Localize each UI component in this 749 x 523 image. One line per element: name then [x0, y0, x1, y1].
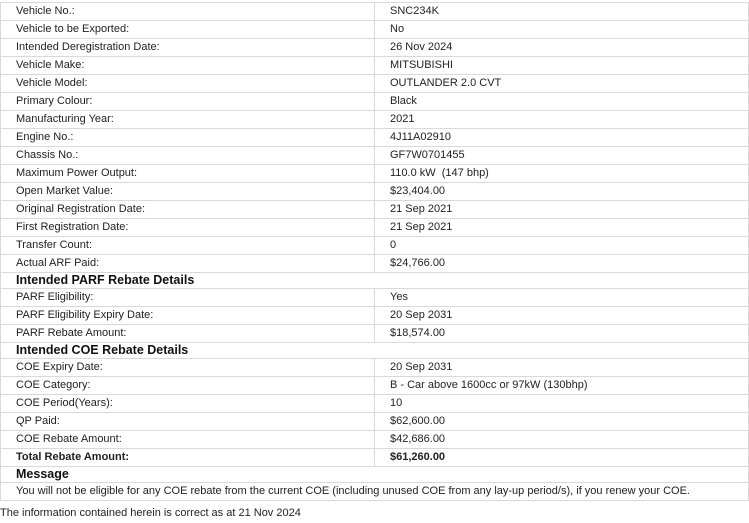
row-arf-paid	[1, 255, 749, 273]
value-qp-paid: $62,600.00	[375, 413, 749, 431]
label-vehicle-export: Vehicle to be Exported:	[1, 21, 375, 39]
message-text: You will not be eligible for any COE rebate from the current COE (including unused COE from any lay-up period/s), if you renew your COE.	[1, 483, 749, 501]
value-max-power: 110.0 kW (147 bhp)	[375, 165, 749, 183]
row-vehicle-export	[1, 21, 749, 39]
label-parf-expiry: PARF Eligibility Expiry Date:	[1, 307, 375, 325]
value-vehicle-export: No	[375, 21, 749, 39]
value-vehicle-model: OUTLANDER 2.0 CVT	[375, 75, 749, 93]
value-total-rebate: $61,260.00	[375, 449, 749, 467]
message-section-heading: Message	[1, 467, 749, 483]
label-primary-colour: Primary Colour:	[1, 93, 375, 111]
row-engine-no	[1, 129, 749, 147]
row-coe-category	[1, 377, 749, 395]
row-parf-eligibility	[1, 289, 749, 307]
row-coe-rebate	[1, 431, 749, 449]
value-engine-no: 4J11A02910	[375, 129, 749, 147]
value-original-reg-date: 21 Sep 2021	[375, 201, 749, 219]
label-coe-category: COE Category:	[1, 377, 375, 395]
value-dereg-date: 26 Nov 2024	[375, 39, 749, 57]
section-coe-header	[1, 343, 749, 359]
row-message	[1, 483, 749, 501]
row-manufacturing-year	[1, 111, 749, 129]
value-vehicle-no: SNC234K	[375, 3, 749, 21]
value-arf-paid: $24,766.00	[375, 255, 749, 273]
value-coe-category: B - Car above 1600cc or 97kW (130bhp)	[375, 377, 749, 395]
row-vehicle-model	[1, 75, 749, 93]
label-qp-paid: QP Paid:	[1, 413, 375, 431]
row-coe-expiry	[1, 359, 749, 377]
label-coe-rebate: COE Rebate Amount:	[1, 431, 375, 449]
value-transfer-count: 0	[375, 237, 749, 255]
label-omv: Open Market Value:	[1, 183, 375, 201]
value-chassis-no: GF7W0701455	[375, 147, 749, 165]
label-coe-period: COE Period(Years):	[1, 395, 375, 413]
row-original-reg-date	[1, 201, 749, 219]
value-parf-eligibility: Yes	[375, 289, 749, 307]
label-coe-expiry: COE Expiry Date:	[1, 359, 375, 377]
value-first-reg-date: 21 Sep 2021	[375, 219, 749, 237]
coe-section-heading: Intended COE Rebate Details	[1, 343, 749, 359]
row-total-rebate	[1, 449, 749, 467]
value-coe-period: 10	[375, 395, 749, 413]
row-parf-rebate	[1, 325, 749, 343]
section-parf-header	[1, 273, 749, 289]
value-coe-expiry: 20 Sep 2031	[375, 359, 749, 377]
label-total-rebate: Total Rebate Amount:	[1, 449, 375, 467]
row-vehicle-make	[1, 57, 749, 75]
value-manufacturing-year: 2021	[375, 111, 749, 129]
parf-section-heading: Intended PARF Rebate Details	[1, 273, 749, 289]
label-chassis-no: Chassis No.:	[1, 147, 375, 165]
label-dereg-date: Intended Deregistration Date:	[1, 39, 375, 57]
row-first-reg-date	[1, 219, 749, 237]
footer-disclaimer: The information contained herein is correct as at 21 Nov 2024	[0, 507, 301, 519]
value-parf-rebate: $18,574.00	[375, 325, 749, 343]
label-max-power: Maximum Power Output:	[1, 165, 375, 183]
row-dereg-date	[1, 39, 749, 57]
row-parf-expiry	[1, 307, 749, 325]
value-vehicle-make: MITSUBISHI	[375, 57, 749, 75]
label-original-reg-date: Original Registration Date:	[1, 201, 375, 219]
label-manufacturing-year: Manufacturing Year:	[1, 111, 375, 129]
label-parf-rebate: PARF Rebate Amount:	[1, 325, 375, 343]
row-coe-period	[1, 395, 749, 413]
vehicle-details-table	[0, 2, 749, 501]
row-max-power	[1, 165, 749, 183]
row-primary-colour	[1, 93, 749, 111]
label-first-reg-date: First Registration Date:	[1, 219, 375, 237]
value-coe-rebate: $42,686.00	[375, 431, 749, 449]
row-chassis-no	[1, 147, 749, 165]
label-arf-paid: Actual ARF Paid:	[1, 255, 375, 273]
label-vehicle-model: Vehicle Model:	[1, 75, 375, 93]
row-omv	[1, 183, 749, 201]
section-message-header	[1, 467, 749, 483]
label-parf-eligibility: PARF Eligibility:	[1, 289, 375, 307]
value-omv: $23,404.00	[375, 183, 749, 201]
label-vehicle-make: Vehicle Make:	[1, 57, 375, 75]
row-transfer-count	[1, 237, 749, 255]
label-transfer-count: Transfer Count:	[1, 237, 375, 255]
value-parf-expiry: 20 Sep 2031	[375, 307, 749, 325]
row-vehicle-no	[1, 3, 749, 21]
value-primary-colour: Black	[375, 93, 749, 111]
label-engine-no: Engine No.:	[1, 129, 375, 147]
row-qp-paid	[1, 413, 749, 431]
label-vehicle-no: Vehicle No.:	[1, 3, 375, 21]
